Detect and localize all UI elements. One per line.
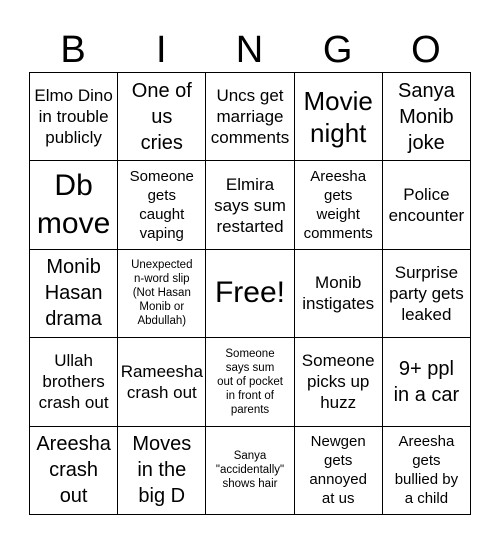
header-letter-n: N <box>235 29 264 71</box>
bingo-cell[interactable] <box>206 161 294 249</box>
free-space-text: Free! <box>214 276 285 310</box>
bingo-cell[interactable] <box>206 338 294 426</box>
header-letter-i: I <box>156 29 167 71</box>
cell-text: Police encounter <box>388 185 465 226</box>
cell-text: Uncs get marriage comments <box>210 86 290 148</box>
cell-text: One of us cries <box>131 79 192 154</box>
cell-text: Areesha gets weight comments <box>303 168 373 243</box>
bingo-header <box>29 28 470 72</box>
bingo-cell[interactable] <box>118 427 206 515</box>
cell-text: Ullah brothers crash out <box>38 351 109 413</box>
cell-text: Sanya "accidentally" shows hair <box>215 450 285 491</box>
bingo-card-grid <box>29 72 471 515</box>
bingo-cell[interactable] <box>30 338 118 426</box>
bingo-cell[interactable] <box>383 338 471 426</box>
cell-text: Areesha gets bullied by a child <box>394 433 459 508</box>
cell-text: Monib instigates <box>302 273 375 314</box>
header-letter-g: G <box>322 29 353 71</box>
cell-text: Areesha crash out <box>36 433 111 508</box>
cell-text: Sanya Monib joke <box>398 79 455 154</box>
cell-text: Surprise party gets leaked <box>389 262 464 324</box>
bingo-cell[interactable] <box>118 161 206 249</box>
bingo-cell[interactable] <box>383 73 471 161</box>
bingo-cell[interactable] <box>206 73 294 161</box>
cell-text: Unexpected n-word slip (Not Hasan Monib or Abdullah) <box>131 259 193 328</box>
cell-text: Movie night <box>303 85 373 148</box>
bingo-cell[interactable] <box>118 250 206 338</box>
cell-text: Elmo Dino in trouble publicly <box>34 86 113 148</box>
cell-text: 9+ ppl in a car <box>393 357 460 406</box>
cell-text: Someone says sum out of pocket in front of parents <box>217 347 283 416</box>
cell-text: Someone picks up huzz <box>301 351 375 413</box>
cell-text: Someone gets caught vaping <box>129 168 194 243</box>
cell-text: Elmira says sum restarted <box>214 174 286 236</box>
bingo-cell-free[interactable] <box>206 250 294 338</box>
bingo-cell[interactable] <box>30 161 118 249</box>
header-letter-o: O <box>411 29 441 71</box>
cell-text: Moves in the big D <box>132 433 192 508</box>
bingo-cell[interactable] <box>295 161 383 249</box>
bingo-cell[interactable] <box>295 73 383 161</box>
bingo-cell[interactable] <box>30 250 118 338</box>
cell-text: Newgen gets annoyed at us <box>309 433 367 508</box>
bingo-cell[interactable] <box>30 427 118 515</box>
bingo-cell[interactable] <box>118 338 206 426</box>
bingo-cell[interactable] <box>383 427 471 515</box>
bingo-cell[interactable] <box>295 427 383 515</box>
header-letter-b: B <box>60 29 86 71</box>
bingo-cell[interactable] <box>206 427 294 515</box>
bingo-cell[interactable] <box>383 250 471 338</box>
cell-text: Db move <box>36 169 111 241</box>
cell-text: Rameesha crash out <box>120 361 203 402</box>
bingo-cell[interactable] <box>118 73 206 161</box>
cell-text: Monib Hasan drama <box>44 256 103 331</box>
bingo-cell[interactable] <box>295 338 383 426</box>
bingo-cell[interactable] <box>295 250 383 338</box>
bingo-cell[interactable] <box>30 73 118 161</box>
bingo-cell[interactable] <box>383 161 471 249</box>
